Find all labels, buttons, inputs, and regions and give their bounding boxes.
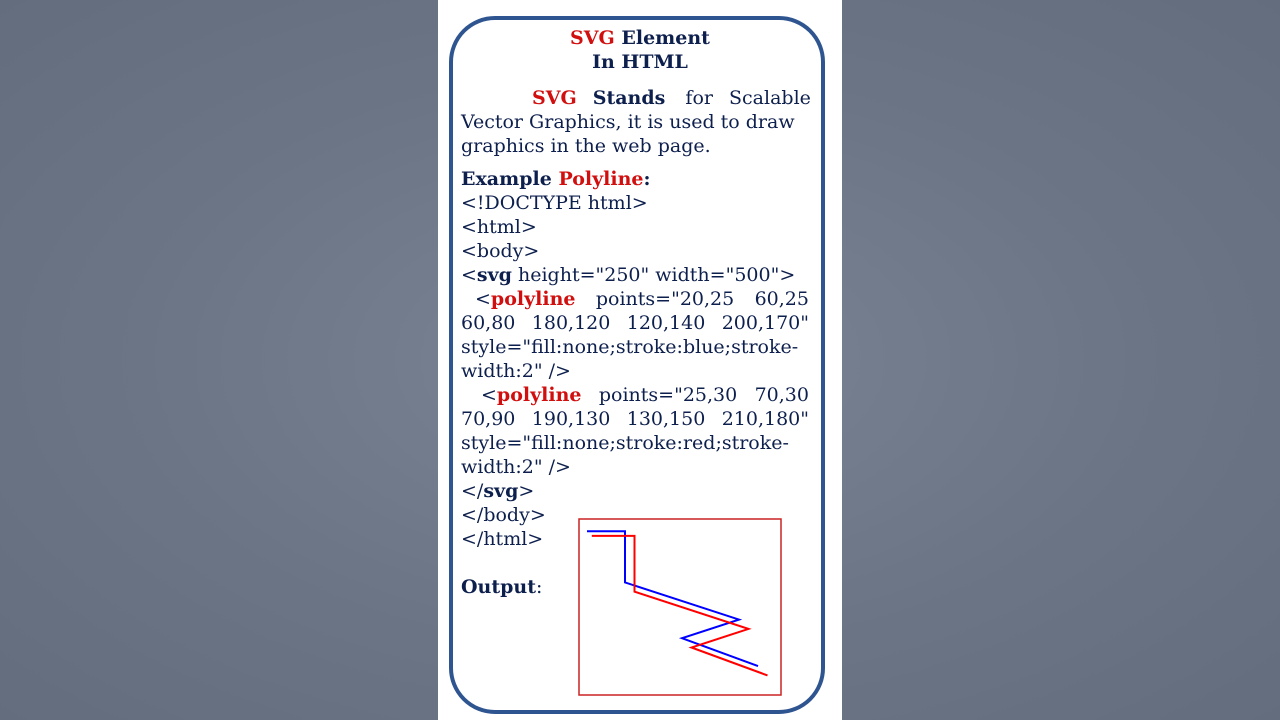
heading-line-2: In HTML <box>592 51 688 73</box>
code-poly2-line-3: style="fill:none;stroke:red;stroke- <box>461 432 789 454</box>
code-svg-close-lt: </ <box>461 480 484 502</box>
output-polyline-2 <box>592 536 768 676</box>
code-body-close: </body> <box>461 504 546 526</box>
code-svg-close-gt: > <box>518 480 535 502</box>
code-poly1-line-2 <box>461 311 809 335</box>
code-poly2-line-4: width:2" /> <box>461 456 571 478</box>
poly2-row2-item: 130,150 <box>626 408 706 430</box>
poly1-row2-item: 120,140 <box>626 312 706 334</box>
intro-line-2: Vector Graphics, it is used to draw <box>461 111 795 133</box>
poly1-p2: 60,25 <box>754 288 809 310</box>
poly2-row2-item: 190,130 <box>531 408 611 430</box>
heading-element: Element <box>621 27 710 49</box>
output-preview <box>578 518 783 697</box>
example-colon: : <box>643 168 651 190</box>
code-html-close: </html> <box>461 528 544 550</box>
example-label: Example <box>461 168 552 190</box>
poly2-row2-item: 210,180" <box>721 408 809 430</box>
code-svg-lt: < <box>461 264 477 286</box>
intro-stands: Stands <box>592 87 666 109</box>
code-poly1-line-3: style="fill:none;stroke:blue;stroke- <box>461 336 799 358</box>
code-html-open: <html> <box>461 216 537 238</box>
poly2-row2-item: 70,90 <box>461 408 516 430</box>
intro-line-1 <box>461 86 809 110</box>
poly1-tag: polyline <box>490 288 576 310</box>
code-body-open: <body> <box>461 240 540 262</box>
example-heading <box>461 167 809 191</box>
output-polyline-1 <box>587 531 758 666</box>
slide-panel <box>438 0 842 720</box>
code-svg-tag: svg <box>476 264 512 286</box>
output-label: Output <box>461 576 537 598</box>
poly1-row2-item: 200,170" <box>721 312 809 334</box>
poly1-row2-item: 180,120 <box>531 312 611 334</box>
output-colon: : <box>536 576 543 598</box>
poly1-row2-item: 60,80 <box>461 312 516 334</box>
example-keyword: Polyline <box>558 168 644 190</box>
poly2-p2: 70,30 <box>754 384 809 406</box>
code-poly1-line-4: width:2" /> <box>461 360 571 382</box>
intro-svg: SVG <box>532 87 577 109</box>
poly2-lt: < <box>481 384 497 406</box>
code-svg-close-tag: svg <box>483 480 519 502</box>
intro-scalable: Scalable <box>729 87 811 109</box>
intro-for: for <box>685 87 713 109</box>
code-poly2-line-2 <box>461 407 809 431</box>
code-svg-close <box>461 479 809 503</box>
code-poly2-line-1 <box>461 383 809 407</box>
poly2-points-start: points="25,30 <box>598 384 738 406</box>
heading-svg: SVG <box>570 27 615 49</box>
poly2-tag: polyline <box>496 384 582 406</box>
poly1-points-start: points="20,25 <box>595 288 735 310</box>
intro-line-3: graphics in the web page. <box>461 135 711 157</box>
code-doctype: <!DOCTYPE html> <box>461 192 648 214</box>
heading-line-1 <box>438 26 842 50</box>
code-svg-attrs: height="250" width="500"> <box>511 264 796 286</box>
poly1-lt: < <box>475 288 491 310</box>
code-poly1-line-1 <box>461 287 809 311</box>
code-svg-open <box>461 263 809 287</box>
